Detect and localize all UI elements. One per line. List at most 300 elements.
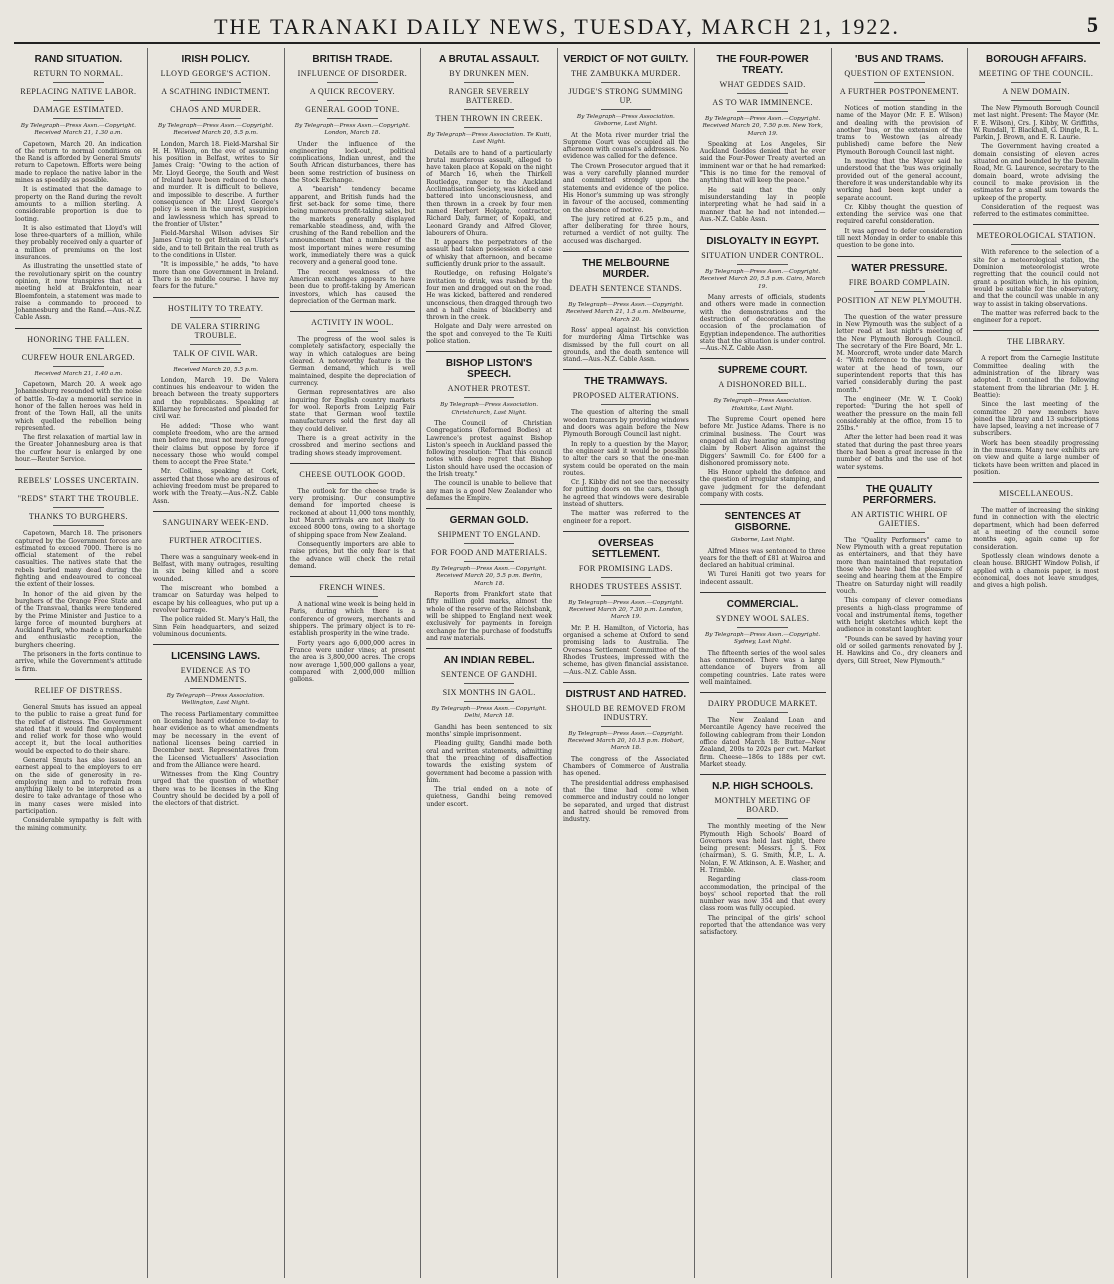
article-subheading: ACTIVITY IN WOOL.	[311, 318, 394, 328]
paragraph: The first relaxation of martial law in the Greater Johannesburg area is that the curfew hour is enlarged by one hour.—Reuter Service.	[15, 434, 142, 463]
article-subheading: RELIEF OF DISTRESS.	[34, 685, 123, 695]
paragraph: Holgate and Daly were arrested on the spot and conveyed to the Te Kuiti police station.	[426, 323, 552, 346]
paragraph: At the Mota river murder trial the Supreme Court was occupied all the afternoon with counsel's addresses. No evidence was called for the defence.	[563, 131, 689, 161]
article	[563, 251, 689, 363]
paragraph: Routledge, on refusing Holgate's invitation to drink, was rushed by the four men and dragged out on the road. He was kicked, battered and rendered unconscious, then dragged through two and a half chains of blackberry and thrown in the creek.	[426, 270, 552, 322]
article-subheading: CHAOS AND MURDER.	[170, 105, 262, 114]
article-body	[426, 420, 552, 502]
article-divider	[290, 311, 416, 312]
column-6	[694, 48, 831, 1278]
article	[290, 463, 416, 570]
paragraph: Speaking at Los Angeles, Sir Auckland Geddes denied that he ever said the Four-Power Treaty averted an imminent war or that he had remarked: "This is no time for the removal of anything that will keep the peace."	[699, 140, 826, 185]
article-subheading: THANKS TO BURGHERS.	[28, 512, 128, 522]
paragraph: General Smuts has issued an appeal to the public to raise a great fund for the relief of distress. The Government stated that it would find employment and relief work for those who would accept it, but the local authorities would be expected to do their share.	[15, 703, 142, 755]
article-body	[563, 625, 689, 676]
paragraph: A national wine week is being held in Paris, during which there is a conference of growers, merchants and shippers. The primary object is to re-establish prosperity in the wine trade.	[289, 601, 416, 638]
article-body	[973, 105, 1099, 218]
subheading-rule	[190, 100, 240, 101]
newspaper-columns	[10, 48, 1104, 1278]
paragraph: Capetown, March 18. The prisoners captured by the Government forces are estimated to exceed 7000. There is no official statement of the rebel casualties. The natives state that the rebels buried many dead during the fighting and endeavoured to conceal the extent of their losses.	[15, 530, 142, 589]
article-divider	[700, 504, 826, 505]
paragraph: "Pounds can be saved by having your old or soiled garments renovated by J. H. Hawkins and Co., dry cleaners and dyers, Gill Street, New Plymouth."	[836, 635, 963, 665]
article-headline: AN INDIAN REBEL.	[443, 655, 535, 667]
article-divider	[563, 531, 689, 532]
article-subheading: MONTHLY MEETING OF BOARD.	[714, 796, 811, 815]
article-subheading: AN ARTISTIC WHIRL OF GAIETIES.	[851, 509, 948, 528]
paragraph: The jury retired at 6.25 p.m., and after deliberating for three hours, returned a verdict of not guilty. The accused was discharged.	[563, 215, 689, 245]
article-subheading: PROPOSED ALTERATIONS.	[572, 391, 680, 401]
article-headline: BRITISH TRADE.	[312, 54, 393, 65]
dateline: Received March 21, 1.40 a.m.	[34, 370, 123, 377]
article-headline: THE QUALITY PERFORMERS.	[862, 483, 937, 506]
article-subheading: METEOROLOGICAL STATION.	[976, 231, 1096, 241]
article-body	[15, 704, 142, 832]
subheading-rule	[190, 82, 240, 83]
subheading-rule	[601, 109, 651, 110]
subheading-rule	[1011, 502, 1061, 503]
subheading-rule	[464, 397, 514, 398]
paragraph: The outlook for the cheese trade is very promising. Our consumptive demand for imported cheese is reckoned at about 11,000 tons monthly, but March arrivals are not likely to exceed 8000 tons, owing to a shortage of shipping space from New Zealand.	[289, 487, 416, 539]
article-divider	[700, 774, 826, 775]
article-subheading: BY DRUNKEN MEN.	[449, 69, 529, 78]
subheading-rule	[737, 111, 787, 112]
article-headline: THE FOUR-POWER TREATY.	[716, 54, 809, 76]
article-divider	[700, 592, 826, 593]
paragraph: General Smuts has also issued an earnest appeal to the employers to err on the side of generosity in re-employing men and to refrain from anything likely to be interpreted as a desire to take advantage of those who in many cases were misled into participation.	[15, 757, 142, 816]
article-subheading: RHODES TRUSTEES ASSIST.	[569, 581, 682, 591]
subheading-rule	[327, 596, 377, 597]
article-subheading: A NEW DOMAIN.	[1002, 87, 1070, 96]
subheading-rule	[1011, 244, 1061, 245]
paragraph: The principal of the girls' school reported that the attendance was very satisfactory.	[699, 914, 826, 937]
article	[563, 54, 689, 245]
article-body	[973, 249, 1099, 324]
article-subheading: DE VALERA STIRRING TROUBLE.	[170, 321, 261, 340]
article-body	[153, 377, 279, 505]
article-subheading: FIRE BOARD COMPLAIN.	[848, 277, 950, 287]
article-headline: BISHOP LISTON'S SPEECH.	[445, 358, 533, 381]
page-number: 5	[1087, 12, 1098, 37]
dateline: By Telegraph—Press Assn.—Copyright. Sydney, Last Night.	[705, 632, 821, 646]
subheading-rule	[53, 118, 104, 119]
article	[837, 54, 963, 250]
article-subheading: DAMAGE ESTIMATED.	[33, 105, 124, 114]
article-divider	[700, 692, 826, 693]
subheading-rule	[601, 577, 651, 578]
article-body	[290, 141, 416, 306]
paragraph: The recess Parliamentary committee on licensing heard evidence to-day to hear evidence as to what amendments may be necessary in the event of national licenses being carried in December next. Representatives from the Licensed Victuallers' Association and from the Alliance were heard.	[152, 710, 279, 769]
article-divider	[563, 369, 689, 370]
subheading-rule	[53, 489, 104, 490]
article	[15, 54, 142, 322]
article	[153, 297, 279, 505]
subheading-rule	[601, 404, 651, 405]
article-headline: WATER PRESSURE.	[851, 262, 948, 274]
paragraph: Forty years ago 6,000,000 acres in France were under vines; at present the area is 3,800,000 acres. The crops now average 1,500,000 gallons a year, compared with 2,000,000 million gallons.	[289, 639, 416, 684]
article-subheading: DAIRY PRODUCE MARKET.	[707, 699, 818, 709]
article-headline: GERMAN GOLD.	[449, 515, 529, 527]
paragraph: Under the influence of the engineering lock-out, political complications, Indian unrest, and the South African disturbances, there has been some restriction of business on the Stock Exchange.	[289, 140, 416, 185]
article-subheading: LLOYD GEORGE'S ACTION.	[160, 69, 271, 78]
paragraph: Pleading guilty, Gandhi made both oral and written statements, admitting that the preaching of disaffection towards the existing system of government had become a passion with him.	[426, 740, 552, 784]
article-divider	[15, 679, 142, 680]
dateline: By Telegraph—Press Association. Christchurch, Last Night.	[440, 402, 539, 416]
paragraph: Considerable sympathy is felt with the mining community.	[15, 817, 142, 832]
paragraph: There is a great activity in the crossbred and merino sections and trading shows steady improvement.	[289, 434, 416, 457]
subheading-rule	[190, 549, 240, 550]
subheading-rule	[601, 82, 651, 83]
paragraph: The recent weakness of the American exchanges appears to have been due to profit-taking by American investors, which has caused the depreciation of the German mark.	[289, 268, 416, 305]
article	[700, 504, 826, 586]
subheading-rule	[53, 525, 104, 526]
subheading-rule	[190, 317, 240, 318]
article	[153, 511, 279, 638]
article	[290, 311, 416, 457]
paragraph: Alfred Mines was sentenced to three years for the theft of £81 at Wairoa and declared an habitual criminal.	[699, 547, 826, 570]
article-subheading: SIX MONTHS IN GAOL.	[442, 688, 536, 698]
article-subheading: A SCATHING INDICTMENT.	[161, 87, 271, 96]
paragraph: Capetown, March 20. A week ago Johannesburg resounded with the noise of battle. To-day a memorial service in honor of the fallen heroes was held in front of the Town Hall, all the units which quelled the rebellion being represented.	[15, 381, 142, 432]
paragraph: The New Plymouth Borough Council met last night. Present: The Mayor (Mr. F. E. Wilson), Crs. J. Kibby, W. Griffiths, W. Rundall, T. Blackhall, G. Dingle, R. L. Parkin, J. Brown, and E. R. Laurie.	[973, 105, 1099, 142]
column-8	[967, 48, 1104, 1278]
dateline: By Telegraph—Press Assn.—Copyright. Received March 20, 5.5 p.m. Berlin, March 18.	[431, 566, 547, 587]
article	[426, 508, 552, 642]
paragraph: The miscreant who bombed a tramcar on Saturday was helped to escape by his colleagues, who put up a revolver barrage.	[152, 585, 279, 614]
article	[700, 358, 826, 498]
article	[290, 576, 416, 683]
article-subheading: THEN THROWN IN CREEK.	[435, 114, 543, 123]
paragraph: Consequently importers are able to raise prices, but the only fear is that the advance will check the retail demand.	[289, 540, 416, 570]
article-divider	[700, 229, 826, 230]
article-subheading: INFLUENCE OF DISORDER.	[297, 69, 408, 78]
article	[15, 679, 142, 832]
paragraph: After the letter had been read it was stated that during the past three years there had been a great increase in the number of baths and the use of hot water systems.	[836, 434, 963, 471]
article-subheading: SENTENCE OF GANDHI.	[440, 670, 538, 680]
article-headline: OVERSEAS SETTLEMENT.	[591, 537, 661, 560]
subheading-rule	[737, 818, 787, 819]
article-divider	[563, 682, 689, 683]
article	[973, 482, 1099, 589]
paragraph: As illustrating the unsettled state of the revolutionary spirit on the country opinion, it now transpires that at a meeting held at Brakfontein, near Bloemfontein, a statement was made to raise a commando to proceed to Johannesburg and the Rand.—Aus.-N.Z. Cable Assn.	[15, 263, 142, 322]
article-subheading: SHOULD BE REMOVED FROM INDUSTRY.	[566, 703, 686, 722]
article-divider	[15, 328, 142, 329]
subheading-rule	[53, 507, 104, 508]
article-divider	[153, 511, 279, 512]
subheading-rule	[464, 543, 514, 544]
article-subheading: FOR PROMISING LADS.	[578, 563, 673, 573]
article-subheading: MISCELLANEOUS.	[998, 489, 1074, 499]
masthead	[14, 8, 1100, 44]
subheading-rule	[327, 100, 377, 101]
article-subheading: CHEESE OUTLOOK GOOD.	[299, 469, 406, 479]
article-body	[837, 537, 963, 665]
paragraph: Ross' appeal against his conviction for murdering Alma Tirtschke was dismissed by the full court on all grounds, and the death sentence will stand.—Aus.-N.Z. Cable Assn.	[563, 326, 689, 364]
dateline: By Telegraph—Press Assn.—Copyright. Received March 21, 1.30 a.m.	[20, 123, 136, 137]
subheading-rule	[874, 82, 924, 83]
article-body	[563, 327, 689, 363]
paragraph: London, March 18. Field-Marshal Sir H. H. Wilson, on the eve of assuming his position in Belfast, writes to Sir James Craig: "Owing to the action of Mr. Lloyd George, the South and West of Ireland have been reduced to chaos and murder. It is difficult to believe, and impossible to describe. A further consequence of Mr. Lloyd George's policy is seen in the unrest, suspicion and lawlessness which has spread to the frontier of Ulster."	[152, 140, 279, 228]
column-4	[420, 48, 557, 1278]
paragraph: The congress of the Associated Chambers of Commerce of Australia has opened.	[563, 755, 689, 778]
dateline: By Telegraph—Press Assn.—Copyright. Received March 20, 7.50 p.m. New York, March 19.	[702, 116, 823, 137]
article-headline: SUPREME COURT.	[717, 365, 808, 377]
article-body	[563, 756, 689, 824]
article-body	[426, 150, 552, 346]
article-subheading: MEETING OF THE COUNCIL.	[978, 69, 1094, 78]
paragraph: Spotlessly clean windows denote a clean house. BRIGHT Window Polish, if applied with a chamois paper, is most economical, does not leave smudges, and gives a high polish.	[973, 552, 1099, 590]
paragraph: Since the last meeting of the committee 20 new members have joined the library and 13 subscriptions have lapsed, leaving a net increase of 7 subscribers.	[973, 401, 1099, 438]
article-body	[700, 650, 826, 686]
article-divider	[426, 508, 552, 509]
article-subheading: A QUICK RECOVERY.	[309, 87, 395, 96]
article-divider	[563, 251, 689, 252]
paragraph: The Council of Christian Congregations (Reformed Bodies) at Lawrence's protest against Bishop Liston's speech in Auckland passed the following resolution: "That this council notes with deep regret that Bishop Liston should have used the occasion of the Irish treaty."	[426, 419, 552, 478]
paragraph: German representatives are also inquiring for English country markets for wool. Reports from Leipzig Fair state that German wool textile manufacturers sold the first day all they could deliver.	[289, 389, 416, 433]
dateline: By Telegraph—Press Association. Wellington, Last Night.	[166, 693, 265, 707]
subheading-rule	[1011, 82, 1061, 83]
article-subheading: WHAT GEDDES SAID.	[719, 80, 806, 89]
paragraph: The engineer (Mr. W. T. Cook) reported: "During the hot spell of weather the pressure on the main fell considerably at the office, from 15 to 25lbs."	[836, 395, 963, 433]
article-body	[290, 488, 416, 570]
article-subheading: SANGUINARY WEEK-END.	[162, 517, 269, 527]
article-subheading: QUESTION OF EXTENSION.	[844, 69, 955, 78]
paragraph: The Government having created a domain consisting of eleven acres situated on and bounded by the Devalin Road, Mr. G. Laurence, secretary to the domain board, wrote advising the council to make provision in the estimates for a small sum towards the upkeep of the property.	[973, 143, 1099, 202]
subheading-rule	[464, 701, 514, 702]
article-subheading: SYDNEY WOOL SALES.	[715, 614, 810, 624]
paragraph: With reference to the selection of a site for a meteorological station, the Dominion meteorologist wrote regretting that the council could not grant a position which, in his opinion, would be suitable for the observatory, and that the council was unable in any way to assist in taking observations.	[973, 249, 1099, 308]
paragraph: In reply to a question by the Mayor, the engineer said it would be possible to alter the cars so that the one-man system could be operated on the main routes.	[563, 440, 689, 477]
subheading-rule	[737, 93, 787, 94]
article	[426, 54, 552, 345]
article	[700, 592, 826, 686]
article-body	[973, 355, 1099, 476]
article-body	[700, 548, 826, 586]
article-headline: DISTRUST AND HATRED.	[565, 688, 687, 700]
article-body	[700, 294, 826, 352]
subheading-rule	[53, 100, 104, 101]
article-subheading: THE LIBRARY.	[1007, 337, 1066, 347]
paragraph: He said that the only misunderstanding lay in people interpreting what he had said in a manner that he had not intended.—Aus.-N.Z. Cable Assn.	[699, 186, 826, 223]
article-divider	[973, 224, 1099, 225]
paragraph: Details are to hand of a particularly brutal murderous assault, alleged to have taken place at Kopaki on the night of March 16, when the Thirkell Routledge, ranger to the Auckland Acclimatisation Society, was kicked and battered into unconsciousness, and then thrown in a creek by four men named Herbert Holgate, contractor, Richard Daly, farmer, of Kopaki, and Leonard Grandy and Alfred Glover, labourers of Ohura.	[426, 149, 552, 237]
dateline: By Telegraph—Press Assn.—Copyright. Received March 20, 5.5 p.m.	[158, 123, 274, 137]
article-body	[153, 711, 279, 808]
article-subheading: JUDGE'S STRONG SUMMING UP.	[568, 87, 684, 105]
paragraph: The "Quality Performers" came to New Plymouth with a great reputation as entertainers, and that they have more than maintained that reputation those who have had the pleasure of seeing and hearing them at the Empire Theatre on Saturday night will readily vouch.	[836, 536, 963, 595]
paragraph: It is estimated that the damage to property on the Rand during the revolt amounts to a million sterling. A considerable proportion is due to looting.	[15, 186, 142, 223]
article-body	[700, 141, 826, 223]
paragraph: The Crown Prosecutor argued that it was a very carefully planned murder and committed strongly upon the statements and evidence of the police. His Honor's summing up was strongly in favour of the accused, commenting on the absence of motive.	[563, 162, 689, 214]
article	[426, 351, 552, 502]
column-1	[10, 48, 147, 1278]
paragraph: Work has been steadily progressing in the museum. Many new exhibits are on view and quite a large number of tickets have been written and placed in position.	[973, 439, 1099, 476]
paragraph: His Honor upheld the defence and the question of irregular stamping, and gave judgment for the defendant company with costs.	[699, 469, 826, 498]
article-divider	[15, 469, 142, 470]
article-body	[700, 823, 826, 936]
subheading-rule	[327, 331, 377, 332]
subheading-rule	[601, 297, 651, 298]
article-body	[153, 141, 279, 291]
paragraph: Cr. Kibby thought the question of extending the service was one that required careful consideration.	[836, 203, 963, 226]
article-headline: VERDICT OF NOT GUILTY.	[563, 54, 689, 65]
paragraph: The trial ended on a note of quietness, Gandhi being removed under escort.	[426, 786, 552, 808]
article-body	[973, 507, 1099, 589]
paragraph: Reports from Frankfort state that fifty million gold marks, almost the whole of the reserve of the Reichsbank, will be shipped to England next week exclusively for payments in foreign exchange for the purchase of foodstuffs and raw materials.	[426, 591, 552, 642]
subheading-rule	[874, 100, 924, 101]
article-subheading: FRENCH WINES.	[319, 583, 386, 593]
article-body	[290, 336, 416, 457]
paragraph: The fifteenth series of the wool sales has commenced. There was a large attendance of buyers from all competing countries. Late rates were well maintained.	[699, 649, 826, 686]
article	[973, 330, 1099, 476]
article-subheading: REBELS' LOSSES UNCERTAIN.	[17, 476, 139, 486]
article	[973, 224, 1099, 324]
article-headline: SENTENCES AT GISBORNE.	[724, 511, 801, 534]
subheading-rule	[874, 532, 924, 533]
article-subheading: GENERAL GOOD TONE.	[305, 105, 400, 114]
paragraph: The matter was referred back to the engineer for a report.	[973, 309, 1099, 325]
article-body	[15, 381, 142, 463]
article-divider	[290, 463, 416, 464]
subheading-rule	[464, 82, 514, 83]
paragraph: The matter was referred to the engineer for a report.	[563, 510, 689, 525]
subheading-rule	[53, 699, 104, 700]
paragraph: Regarding class-room accommodation, the principal of the boys' school reported that the roll number was now 354 and that every class room was fully occupied.	[699, 876, 826, 913]
dateline: Received March 20, 5.5 p.m.	[173, 366, 258, 373]
subheading-rule	[737, 627, 787, 628]
dateline: By Telegraph—Press Association. Hokitika, Last Night.	[713, 398, 812, 412]
article	[426, 648, 552, 808]
dateline: By Telegraph—Press Assn.—Copyright. Received March 20, 7.30 p.m. London, March 19.	[568, 599, 684, 621]
paragraph: Gandhi has been sentenced to six months' simple imprisonment.	[426, 723, 552, 739]
article-divider	[700, 358, 826, 359]
dateline: By Telegraph—Press Assn.—Copyright. Received March 20, 5.5 p.m. Cairo, March 19.	[699, 269, 826, 290]
column-7	[831, 48, 968, 1278]
paragraph: There was a sanguinary week-end in Belfast, with many outrages, resulting in six being killed and a score wounded.	[152, 553, 279, 583]
article	[973, 54, 1099, 218]
dateline: By Telegraph—Press Assn.—Copyright. Delhi, March 18.	[431, 706, 547, 720]
article-headline: LICENSING LAWS.	[171, 651, 261, 663]
subheading-rule	[601, 726, 651, 727]
article-subheading: POSITION AT NEW PLYMOUTH.	[836, 295, 963, 305]
subheading-rule	[737, 712, 787, 713]
article-divider	[290, 576, 416, 577]
article-headline: THE MELBOURNE MURDER.	[582, 258, 670, 281]
article-headline: DISLOYALTY IN EGYPT.	[706, 236, 819, 248]
article-divider	[973, 482, 1099, 483]
article-divider	[973, 330, 1099, 331]
subheading-rule	[190, 118, 240, 119]
paragraph: It is also estimated that Lloyd's will lose three-quarters of a million, while they probably received only a quarter of a million of premiums on the lost insurances.	[15, 224, 142, 262]
subheading-rule	[464, 561, 514, 562]
subheading-rule	[327, 118, 377, 119]
article-body	[700, 416, 826, 498]
dateline: Gisborne, Last Night.	[730, 537, 795, 544]
article	[700, 54, 826, 223]
article-headline: A BRUTAL ASSAULT.	[438, 54, 540, 65]
article-body	[837, 314, 963, 471]
subheading-rule	[874, 309, 924, 310]
paragraph: London, March 19. De Valera continues his endeavour to widen the breach between the treaty supporters and the republicans. Speaking at Killarney he forecasted and pleaded for civil war.	[152, 376, 279, 421]
subheading-rule	[53, 366, 104, 367]
article-headline: COMMERCIAL.	[726, 599, 799, 611]
article-subheading: HOSTILITY TO TREATY.	[167, 303, 264, 313]
article-body	[153, 554, 279, 638]
subheading-rule	[1011, 100, 1061, 101]
paragraph: The prisoners in the forts continue to arrive, while the Government's attitude is firm.	[15, 651, 142, 673]
article	[15, 469, 142, 673]
paragraph: Witnesses from the King Country urged that the question of whether there was to be licenses in the King Country should be decided by a poll of the electors of that district.	[152, 771, 279, 808]
paragraph: Mr. Collins, speaking at Cork, asserted that those who are desirous of achieving freedom must be prepared to work with the Treaty.—Aus.-N.Z. Cable Assn.	[152, 468, 279, 505]
article-body	[15, 141, 142, 322]
article	[563, 369, 689, 524]
paragraph: "It is impossible," he adds, "to have more than one Government in Ireland. There is no middle course. I have my fears for the future."	[152, 261, 279, 291]
paragraph: Field-Marshal Wilson advises Sir James Craig to get Britain on Ulster's side, and to tell Britain the real truth as to the conditions in Ulster.	[152, 230, 279, 260]
paragraph: The matter of increasing the sinking fund in connection with the electric department, which had been deferred at a meeting of the council some months ago, again came up for consideration.	[973, 507, 1099, 551]
article-subheading: A FURTHER POSTPONEMENT.	[839, 87, 959, 96]
subheading-rule	[737, 393, 787, 394]
article-subheading: HONORING THE FALLEN.	[27, 334, 130, 344]
subheading-rule	[53, 82, 104, 83]
article-headline: IRISH POLICY.	[181, 54, 250, 65]
article-subheading: "REDS" START THE TROUBLE.	[17, 494, 139, 504]
paragraph: Many arrests of officials, students and others were made in connection with the demonstrations and the destruction of decorations on the occasion of the proclamation of Egyptian independence. The authorities state that the situation is under control.—Aus.-N.Z. Cable Assn.	[699, 294, 826, 353]
article-divider	[837, 477, 963, 478]
article-subheading: EVIDENCE AS TO AMENDMENTS.	[180, 666, 251, 685]
column-3	[284, 48, 421, 1278]
article	[700, 774, 826, 936]
dateline: By Telegraph—Press Assn.—Copyright. London, March 18.	[294, 123, 410, 137]
article-body	[563, 132, 689, 245]
article-body	[837, 105, 963, 250]
article-subheading: REPLACING NATIVE LABOR.	[20, 87, 137, 96]
paragraph: This company of clever comedians presents a high-class programme of vocal and instrumental items, together with bright sketches which kept the audience in constant laughter.	[836, 597, 963, 634]
article-body	[563, 409, 689, 524]
paragraph: The question of altering the small wooden tramcars by providing windows and doors was again before the New Plymouth Borough Council last night.	[563, 409, 689, 439]
article	[700, 692, 826, 768]
article-headline: RAND SITUATION.	[34, 54, 123, 65]
article-subheading: THE ZAMBUKKA MURDER.	[571, 69, 681, 78]
column-2	[147, 48, 284, 1278]
paragraph: The police raided St. Mary's Hall, the Sinn Fein headquarters, and seized voluminous documents.	[152, 616, 279, 638]
subheading-rule	[464, 109, 514, 110]
paragraph: A "bearish" tendency became apparent, and British funds had the first set-back for some time, there being numerous profit-taking sales, but the markets generally displayed remarkable steadiness, and, with the crushing of the Rand rebellion and the announcement that a number of the most important mines were resuming work, immediately there was a quick recovery and a general good tone.	[289, 186, 416, 267]
article-subheading: FOR FOOD AND MATERIALS.	[430, 548, 548, 558]
subheading-rule	[190, 688, 240, 689]
dateline: By Telegraph—Press Assn.—Copyright. Received March 21, 1.5 a.m. Melbourne, March 20.	[565, 302, 686, 323]
paragraph: It appears the perpetrators of the assault had taken possession of a case of whisky that afternoon, and became sufficiently drunk prior to the assault.	[426, 239, 552, 269]
article	[700, 229, 826, 352]
article-body	[290, 601, 416, 683]
dateline: By Telegraph—Press Association. Gisborne, Last Night.	[576, 114, 675, 128]
dateline: By Telegraph—Press Association. Te Kuiti, Last Night.	[426, 132, 552, 146]
article-body	[700, 717, 826, 768]
subheading-rule	[190, 344, 240, 345]
article-headline: N.P. HIGH SCHOOLS.	[712, 781, 814, 793]
paragraph: The Supreme Court opened here before Mr. Justice Adams. There is no criminal business. The Court was engaged all day hearing an interesting claim by Robert Alison against the Diggers' Sawmill Co. for £400 for a dishonored promissory note.	[699, 416, 826, 467]
article	[563, 682, 689, 824]
article-body	[426, 591, 552, 642]
article	[837, 256, 963, 471]
subheading-rule	[190, 362, 240, 363]
article-divider	[153, 644, 279, 645]
article-subheading: SHIPMENT TO ENGLAND.	[437, 530, 541, 540]
subheading-rule	[327, 82, 377, 83]
article-subheading: AS TO WAR IMMINENCE.	[712, 98, 813, 107]
article-body	[426, 724, 552, 808]
article-headline: 'BUS AND TRAMS.	[855, 54, 944, 65]
article-body	[15, 530, 142, 673]
subheading-rule	[327, 483, 377, 484]
